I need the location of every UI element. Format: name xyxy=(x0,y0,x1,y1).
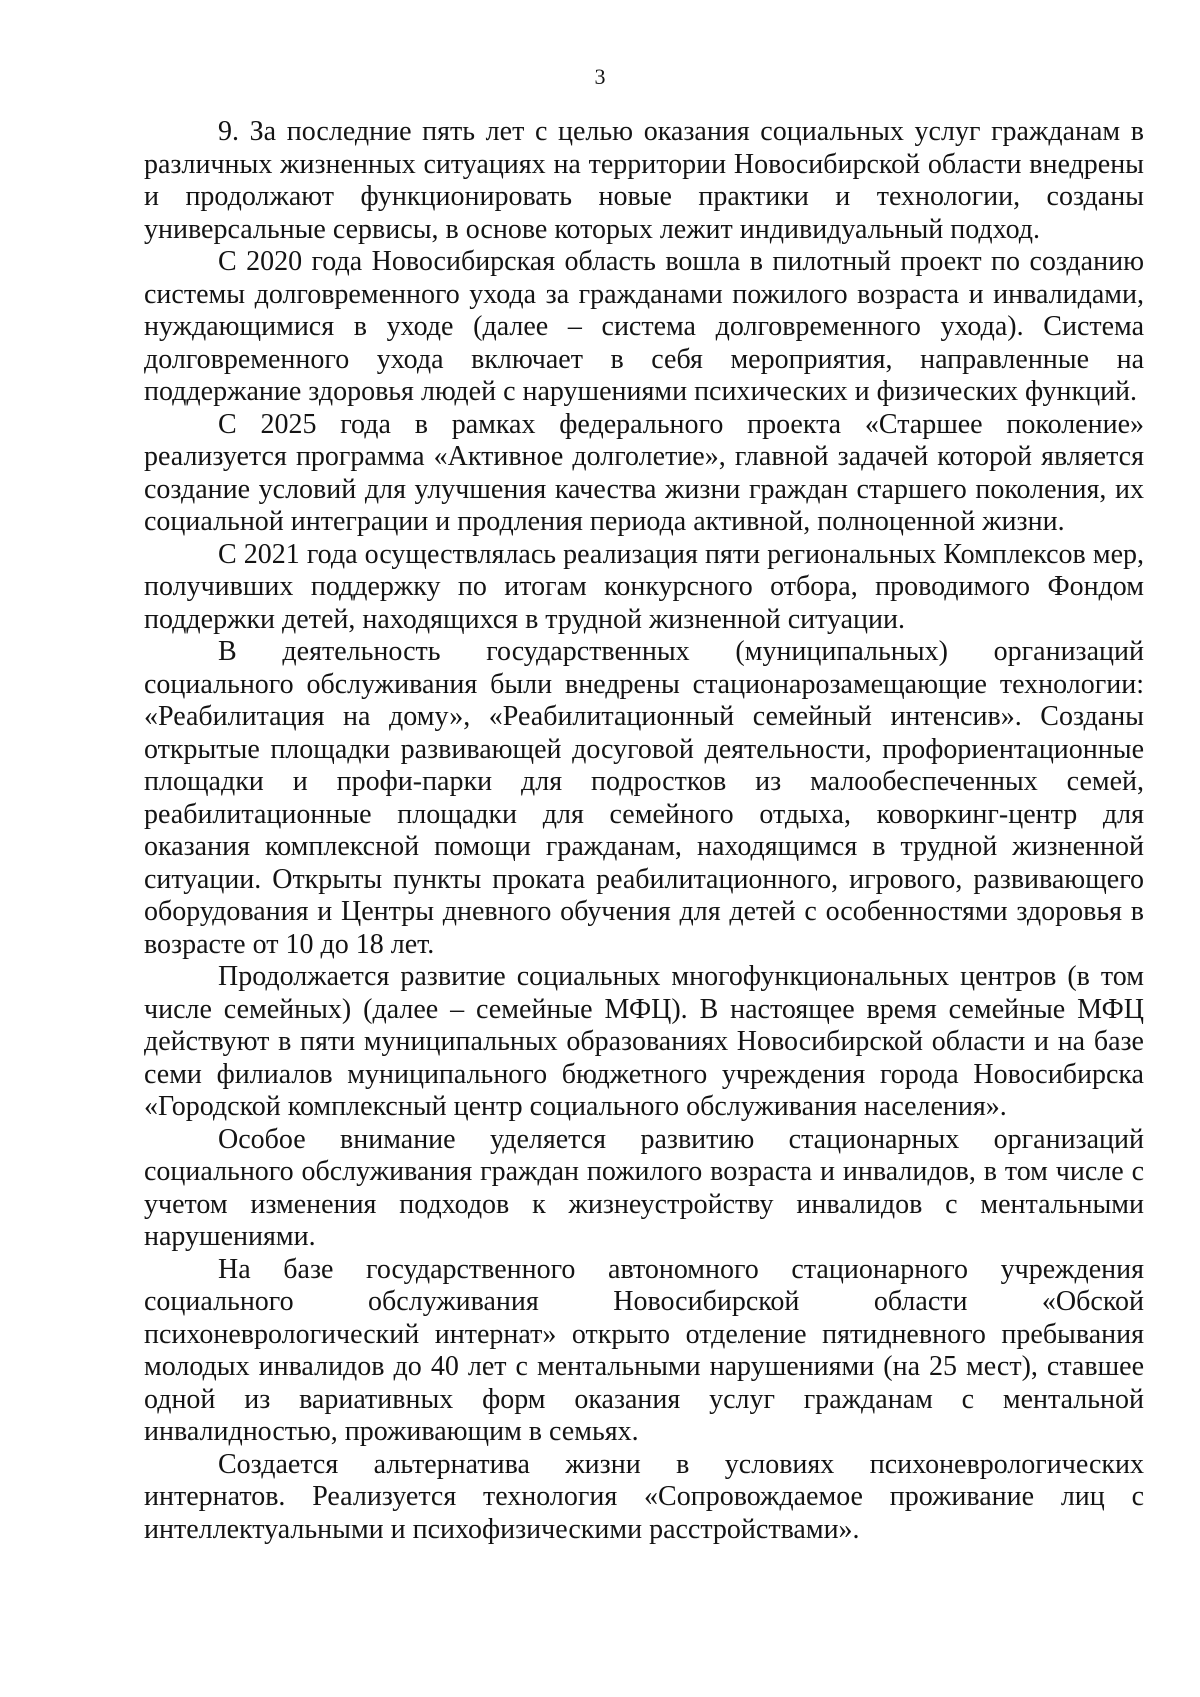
paragraph-inpatient-organizations: Особое внимание уделяется развитию стационарных организаций социального обслуживания граждан пожилого возраста и инвалидов, в том числе с учетом изменения подходов к жизнеустройству инвалидов с ментальными нарушениями. xyxy=(144,1123,1144,1252)
paragraph-active-longevity: С 2025 года в рамках федерального проекта «Старшее поколение» реализуется программа «Активное долголетие», главной задачей которой является создание условий для улучшения качества жизни граждан старшего поколения, их социальной интеграции и продления периода активной, полноценной жизни. xyxy=(144,408,1144,537)
paragraph-supported-living: Создается альтернатива жизни в условиях психоневрологических интернатов. Реализуется технология «Сопровождаемое проживание лиц с интеллектуальными и психофизическими расстройствами». xyxy=(144,1448,1144,1545)
paragraph-social-service-technologies: В деятельность государственных (муниципальных) организаций социального обслуживания были внедрены стационарозамещающие технологии: «Реабилитация на дому», «Реабилитационный семейный интенсив». Созданы открытые площадки развивающей досуговой деятельности, профориентационные площадки и профи-парки для подростков из малообеспеченных семей, реабилитационные площадки для семейного отдыха, коворкинг-центр для оказания комплексной помощи гражданам, находящимся в трудной жизненной ситуации. Открыты пункты проката реабилитационного, игрового, развивающего оборудования и Центры дневного обучения для детей с особенностями здоровья в возрасте от 10 до 18 лет. xyxy=(144,636,1144,960)
paragraph-practices-technologies: 9. За последние пять лет с целью оказания социальных услуг гражданам в различных жизненных ситуациях на территории Новосибирской области внедрены и продолжают функционировать новые практики и технологии, созданы универсальные сервисы, в основе которых лежит индивидуальный подход. xyxy=(144,116,1144,245)
paragraph-obskoy-internat: На базе государственного автономного стационарного учреждения социального обслуживания Новосибирской области «Обской психоневрологический интернат» открыто отделение пятидневного пребывания молодых инвалидов до 40 лет с ментальными нарушениями (на 25 мест), ставшее одной из вариативных форм оказания услуг гражданам с ментальной инвалидностью, проживающим в семьях. xyxy=(144,1253,1144,1447)
paragraph-regional-complexes: С 2021 года осуществлялась реализация пяти региональных Комплексов мер, получивших поддержку по итогам конкурсного отбора, проводимого Фондом поддержки детей, находящихся в трудной жизненной ситуации. xyxy=(144,538,1144,635)
page-number: 3 xyxy=(594,64,606,89)
paragraph-family-mfc: Продолжается развитие социальных многофункциональных центров (в том числе семейных) (далее – семейные МФЦ). В настоящее время семейные МФЦ действуют в пяти муниципальных образованиях Новосибирской области и на базе семи филиалов муниципального бюджетного учреждения города Новосибирска «Городской комплексный центр социального обслуживания населения». xyxy=(144,961,1144,1122)
paragraph-long-term-care: С 2020 года Новосибирская область вошла в пилотный проект по созданию системы долговременного ухода за гражданами пожилого возраста и инвалидами, нуждающимися в уходе (далее – система долговременного ухода). Система долговременного ухода включает в себя мероприятия, направленные на поддержание здоровья людей с нарушениями психических и физических функций. xyxy=(144,246,1144,407)
document-body xyxy=(144,116,1144,1546)
